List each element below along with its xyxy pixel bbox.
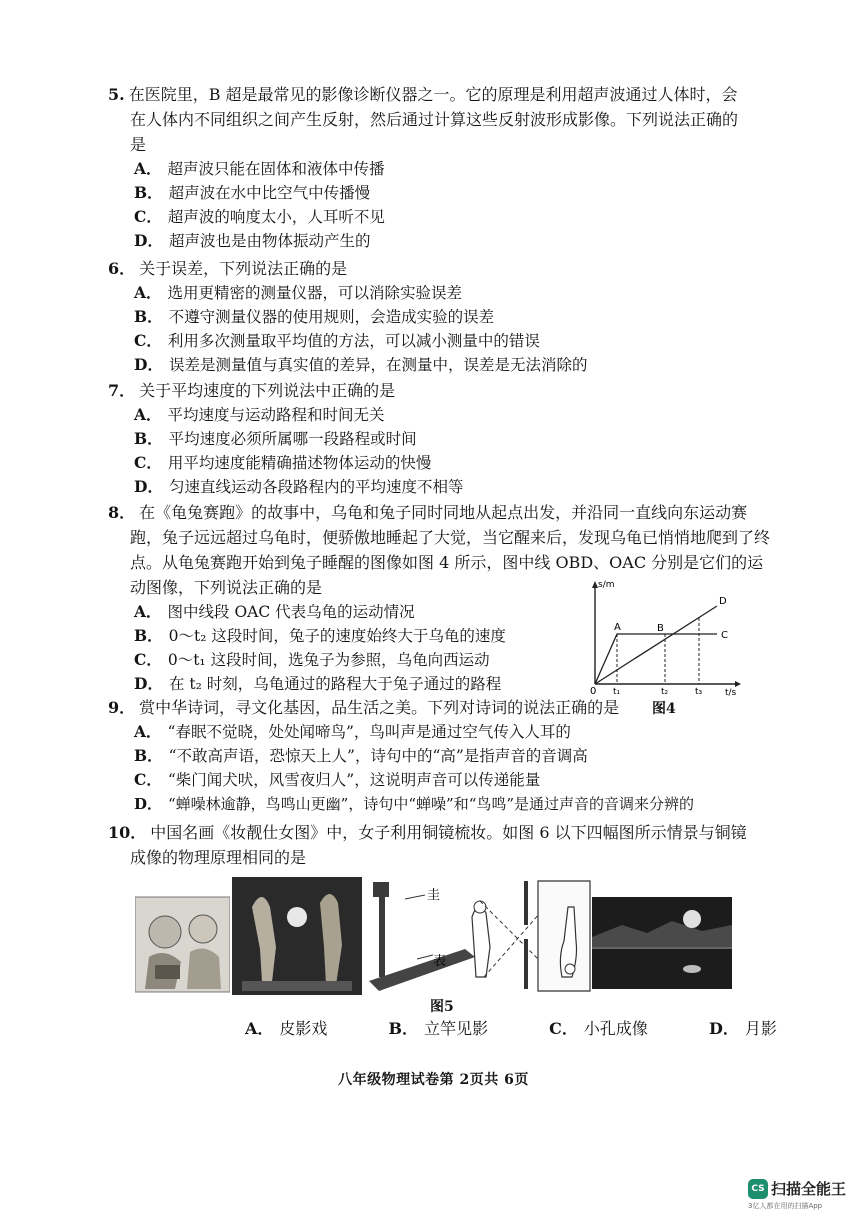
question-number: 7． [108, 381, 136, 400]
option-label: C． [134, 650, 162, 669]
option-label: A． [134, 602, 162, 621]
option-label: C． [134, 331, 162, 350]
option-d [108, 353, 753, 377]
option-text: 平均速度与运动路程和时间无关 [167, 406, 385, 424]
option-label: C． [134, 453, 162, 472]
option-c [108, 648, 574, 672]
option-text: 利用多次测量取平均值的方法，可以减小测量中的错误 [167, 332, 540, 350]
point-A: A [614, 622, 621, 633]
option-text: 用平均速度能精确描述物体运动的快慢 [167, 454, 432, 472]
choice-c [549, 1016, 676, 1039]
tick-t3: t₃ [695, 687, 703, 696]
choice-label: C． [549, 1019, 578, 1038]
watermark-brand: 扫描全能王 [771, 1180, 847, 1198]
point-D: D [719, 596, 727, 607]
gnomon-label-gui: 圭 [427, 888, 441, 903]
option-a [108, 281, 753, 305]
option-label: D． [134, 477, 163, 496]
option-text: 0～t₁ 这段时间，选兔子为参照，乌龟向西运动 [167, 651, 490, 669]
x-axis-arrow [735, 681, 741, 687]
choice-label: D． [709, 1019, 739, 1038]
tick-t2: t₂ [661, 687, 669, 696]
y-axis-label: s/m [598, 580, 615, 590]
question-7 [108, 378, 753, 499]
question-number: 6． [108, 259, 136, 278]
option-a [108, 720, 753, 744]
option-label: D． [134, 231, 163, 250]
option-label: A． [134, 722, 162, 741]
question-text: 赏中华诗词，寻文化基因，品生活之美。下列对诗词的说法正确的是 [139, 698, 620, 717]
question-text: 在《龟兔赛跑》的故事中，乌龟和兔子同时同地从起点出发，并沿同一直线向东运动赛跑，兔子远远超过乌龟时，便骄傲地睡起了大觉，当它醒来后，发现乌龟已悄悄地爬到了终点。从龟兔赛跑开始到兔子睡醒的图像如图 4 所示，图中线 OBD、OAC 分别是它们的运动图像，下列说法正确的是 [130, 503, 771, 597]
option-text: 0～t₂ 这段时间，兔子的速度始终大于乌龟的速度 [168, 627, 506, 645]
option-a [108, 157, 753, 181]
option-text: “柴门闻犬吠，风雪夜归人”，这说明声音可以传递能量 [167, 771, 541, 789]
question-5 [108, 82, 753, 253]
question-text: 在医院里，B 超是最常见的影像诊断仪器之一。它的原理是利用超声波通过人体时，会在人体内不同组织之间产生反射，然后通过计算这些反射波形成影像。下列说法正确的是 [128, 85, 739, 154]
option-label: B． [134, 746, 163, 765]
option-c [108, 768, 753, 792]
option-label: B． [134, 183, 163, 202]
point-C: C [721, 630, 728, 641]
scanner-watermark [748, 1178, 846, 1211]
point-B: B [657, 623, 664, 634]
option-b [108, 181, 753, 205]
origin-label: 0 [590, 686, 597, 696]
option-d [108, 229, 753, 253]
watermark-tagline: 3亿人都在用的扫描App [748, 1202, 823, 1210]
question-stem [108, 378, 753, 403]
pinhole-image [450, 877, 592, 995]
tick-t1: t₁ [613, 687, 621, 696]
option-label: C． [134, 770, 162, 789]
question-number: 10． [108, 823, 147, 842]
option-label: B． [134, 626, 163, 645]
option-label: B． [134, 429, 163, 448]
option-text: 超声波的响度太小，人耳听不见 [167, 208, 385, 226]
option-c [108, 451, 753, 475]
question-10 [108, 820, 753, 870]
choice-d [709, 1016, 805, 1039]
option-label: C． [134, 207, 162, 226]
option-b [108, 305, 753, 329]
choice-text: 小孔成像 [583, 1019, 648, 1038]
option-text: 选用更精密的测量仪器，可以消除实验误差 [167, 284, 463, 302]
question-stem [108, 82, 753, 157]
option-c [108, 329, 753, 353]
option-b [108, 427, 753, 451]
choice-label: B． [388, 1019, 419, 1038]
shadow-puppet-image [232, 877, 362, 995]
option-label: A． [134, 159, 162, 178]
option-d [108, 475, 753, 499]
question-6 [108, 256, 753, 377]
option-a [108, 403, 753, 427]
figure-5-images [135, 877, 735, 995]
choice-text: 立竿见影 [424, 1019, 489, 1038]
option-label: A． [134, 405, 162, 424]
choice-a [245, 1016, 355, 1039]
option-b [108, 624, 574, 648]
page-footer: 八年级物理试卷第 2页共 6页 [338, 1072, 529, 1088]
option-d [108, 672, 574, 696]
option-c [108, 205, 753, 229]
option-text: 不遵守测量仪器的使用规则，会造成实验的误差 [168, 308, 495, 326]
option-text: 误差是测量值与真实值的差异，在测量中，误差是无法消除的 [168, 356, 588, 374]
option-text: 在 t₂ 时刻，乌龟通过的路程大于兔子通过的路程 [168, 675, 502, 693]
option-text: “不敢高声语，恐惊天上人”，诗句中的“高”是指声音的音调高 [168, 747, 588, 765]
option-text: 超声波在水中比空气中传播慢 [168, 184, 371, 202]
option-text: 匀速直线运动各段路程内的平均速度不相等 [168, 478, 464, 496]
option-text: 超声波只能在固体和液体中传播 [167, 160, 385, 178]
figure-4-caption: 图4 [652, 701, 676, 717]
choice-label: A． [245, 1019, 274, 1038]
camscanner-logo-icon: CS [748, 1179, 768, 1199]
question-text: 中国名画《妆靓仕女图》中，女子利用铜镜梳妆。如图 6 以下四幅图所示情景与铜镜成像的物理原理相同的是 [130, 823, 747, 867]
question-text: 关于平均速度的下列说法中正确的是 [139, 381, 396, 400]
option-label: D． [134, 795, 163, 813]
s-t-graph [585, 578, 745, 696]
option-label: A． [134, 283, 162, 302]
option-text: 图中线段 OAC 代表乌龟的运动情况 [167, 603, 415, 621]
option-d [108, 792, 753, 816]
option-label: D． [134, 674, 163, 693]
x-axis-label: t/s [725, 688, 737, 696]
option-b [108, 744, 753, 768]
figure-5-choices [245, 1016, 833, 1039]
mirror-portrait-image [135, 877, 230, 995]
figure-5-caption: 图5 [430, 999, 454, 1015]
option-label: D． [134, 355, 163, 374]
option-text: “春眠不觉晓，处处闻啼鸟”，鸟叫声是通过空气传入人耳的 [167, 723, 571, 741]
question-text: 关于误差，下列说法正确的是 [139, 259, 348, 278]
option-a [108, 600, 574, 624]
option-text: 超声波也是由物体振动产生的 [168, 232, 371, 250]
question-number: 5. [108, 85, 125, 104]
choice-text: 皮影戏 [279, 1019, 328, 1038]
question-number: 8． [108, 503, 136, 522]
option-label: B． [134, 307, 163, 326]
question-number: 9． [108, 698, 136, 717]
moon-reflection-image [592, 877, 732, 995]
choice-text: 月影 [744, 1019, 777, 1038]
gnomon-label-biao: 表 [433, 954, 447, 969]
option-text: 平均速度必须所属哪一段路程或时间 [168, 430, 417, 448]
question-stem [108, 256, 753, 281]
option-text: “蝉噪林逾静，鸟鸣山更幽”，诗句中“蝉噪”和“鸟鸣”是通过声音的音调来分辨的 [168, 795, 695, 813]
question-stem [108, 820, 753, 870]
choice-b [389, 1016, 517, 1039]
